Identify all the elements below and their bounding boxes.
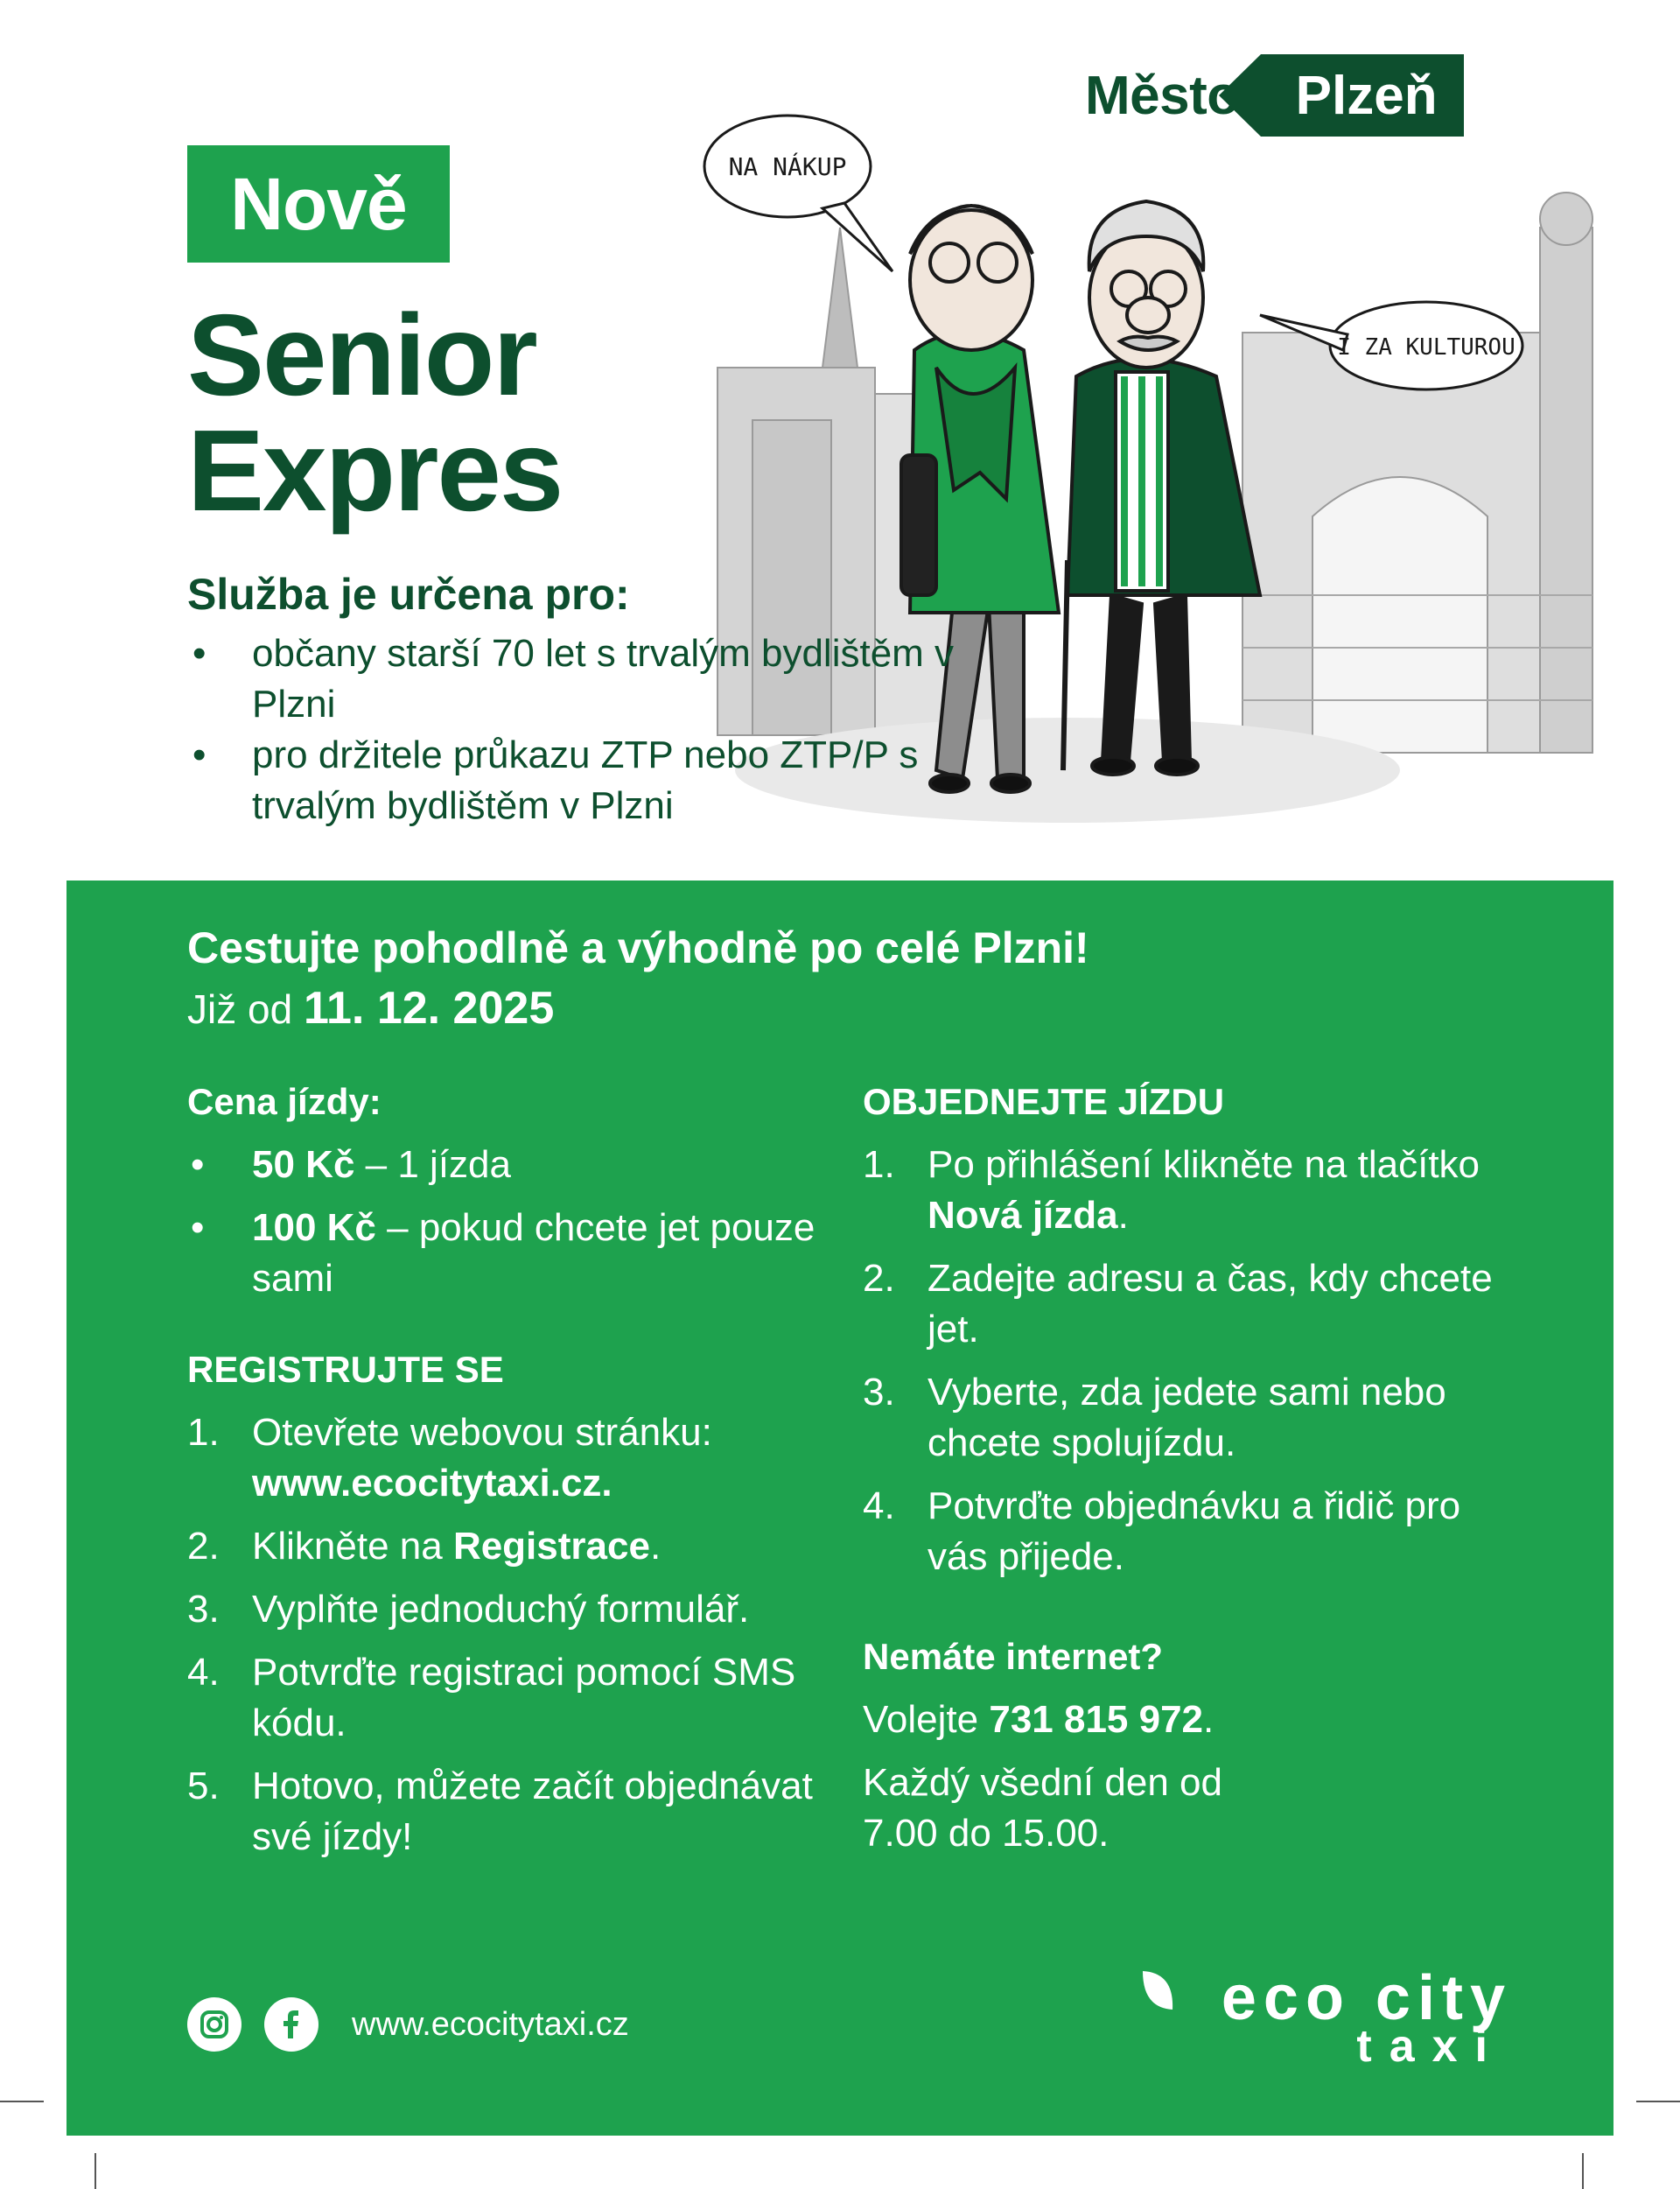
bullet-icon: • (192, 733, 206, 776)
list-item: 1. Otevřete webovou stránku: www.ecocitytaxi.cz. (187, 1411, 712, 1505)
order-steps (863, 1140, 1528, 1582)
crop-mark (1636, 2101, 1680, 2102)
website-link[interactable]: www.ecocitytaxi.cz. (252, 1462, 612, 1505)
register-steps (187, 1407, 835, 1863)
social-links (187, 1997, 629, 2052)
list-item: 2. Zadejte adresu a čas, kdy chcete jet. (863, 1257, 1493, 1351)
crop-mark (0, 2101, 44, 2102)
page-title (187, 291, 563, 535)
list-item: 4. Potvrďte objednávku a řidič pro vás přijede. (863, 1484, 1461, 1578)
call-line: Volejte 731 815 972. (863, 1698, 1214, 1741)
register-heading: REGISTRUJTE SE (187, 1349, 504, 1390)
list-item: • 100 Kč – pokud chcete jet pouze sami (187, 1203, 835, 1304)
website-url[interactable]: www.ecocitytaxi.cz (352, 2005, 629, 2043)
crop-mark (94, 2153, 96, 2189)
pricing-list (187, 1140, 835, 1304)
new-badge: Nově (187, 145, 450, 263)
list-item: 4. Potvrďte registraci pomocí SMS kódu. (187, 1651, 796, 1744)
city-prefix: Město (1085, 65, 1240, 126)
phone-number[interactable]: 731 815 972 (989, 1698, 1204, 1741)
list-item: • 50 Kč – 1 jízda (187, 1140, 835, 1190)
bullet-icon: • (191, 1143, 205, 1186)
list-item: 2. Klikněte na Registrace. (187, 1525, 662, 1568)
eligibility-heading: Služba je určena pro: (187, 570, 630, 619)
bubble-left-text: NA NÁKUP (728, 152, 847, 181)
bullet-icon: • (191, 1206, 205, 1249)
logo-line-1: eco city (1221, 1963, 1512, 2033)
eco-city-taxi-logo (1144, 1962, 1512, 2076)
left-column (187, 1077, 835, 1912)
list-item: 1. Po přihlášení klikněte na tlačítko Nová jízda. (863, 1143, 1480, 1237)
promo-headline: Cestujte pohodlně a výhodně po celé Plzni! (187, 923, 1089, 972)
list-item: 5. Hotovo, můžete začít objednávat své jízdy! (187, 1765, 813, 1858)
eligibility-list (187, 628, 992, 831)
list-item: 3. Vyplňte jednoduchý formulář. (187, 1588, 750, 1631)
eligibility-section (187, 569, 992, 831)
list-item: • pro držitele průkazu ZTP nebo ZTP/P s trvalým bydlištěm v Plzni (187, 730, 992, 831)
since-date: 11. 12. 2025 (303, 983, 555, 1034)
instagram-icon[interactable] (187, 1997, 242, 2052)
no-internet-heading: Nemáte internet? (863, 1636, 1164, 1677)
logo-line-2: taxi (1356, 2021, 1505, 2072)
info-panel (66, 881, 1614, 2136)
since-line (187, 977, 1089, 1041)
title-line-1: Senior (187, 291, 536, 419)
list-item: • občany starší 70 let s trvalým bydlištěm v Plzni (187, 628, 992, 730)
crop-mark (1582, 2153, 1584, 2189)
leaf-icon (1139, 1969, 1176, 2013)
facebook-icon[interactable] (264, 1997, 318, 2052)
bullet-icon: • (192, 632, 206, 675)
right-column (863, 1077, 1528, 1871)
since-prefix: Již od (187, 986, 293, 1032)
order-heading: OBJEDNEJTE JÍZDU (863, 1081, 1225, 1122)
hours-text: Každý všední den od 7.00 do 15.00. (863, 1761, 1222, 1855)
bubble-right-text: I ZA KULTUROU (1337, 334, 1516, 361)
panel-header (187, 919, 1089, 1041)
list-item: 3. Vyberte, zda jedete sami nebo chcete spolujízdu. (863, 1371, 1446, 1464)
title-line-2: Expres (187, 406, 563, 535)
city-name: Plzeň (1261, 54, 1464, 137)
pricing-heading: Cena jízdy: (187, 1081, 382, 1122)
